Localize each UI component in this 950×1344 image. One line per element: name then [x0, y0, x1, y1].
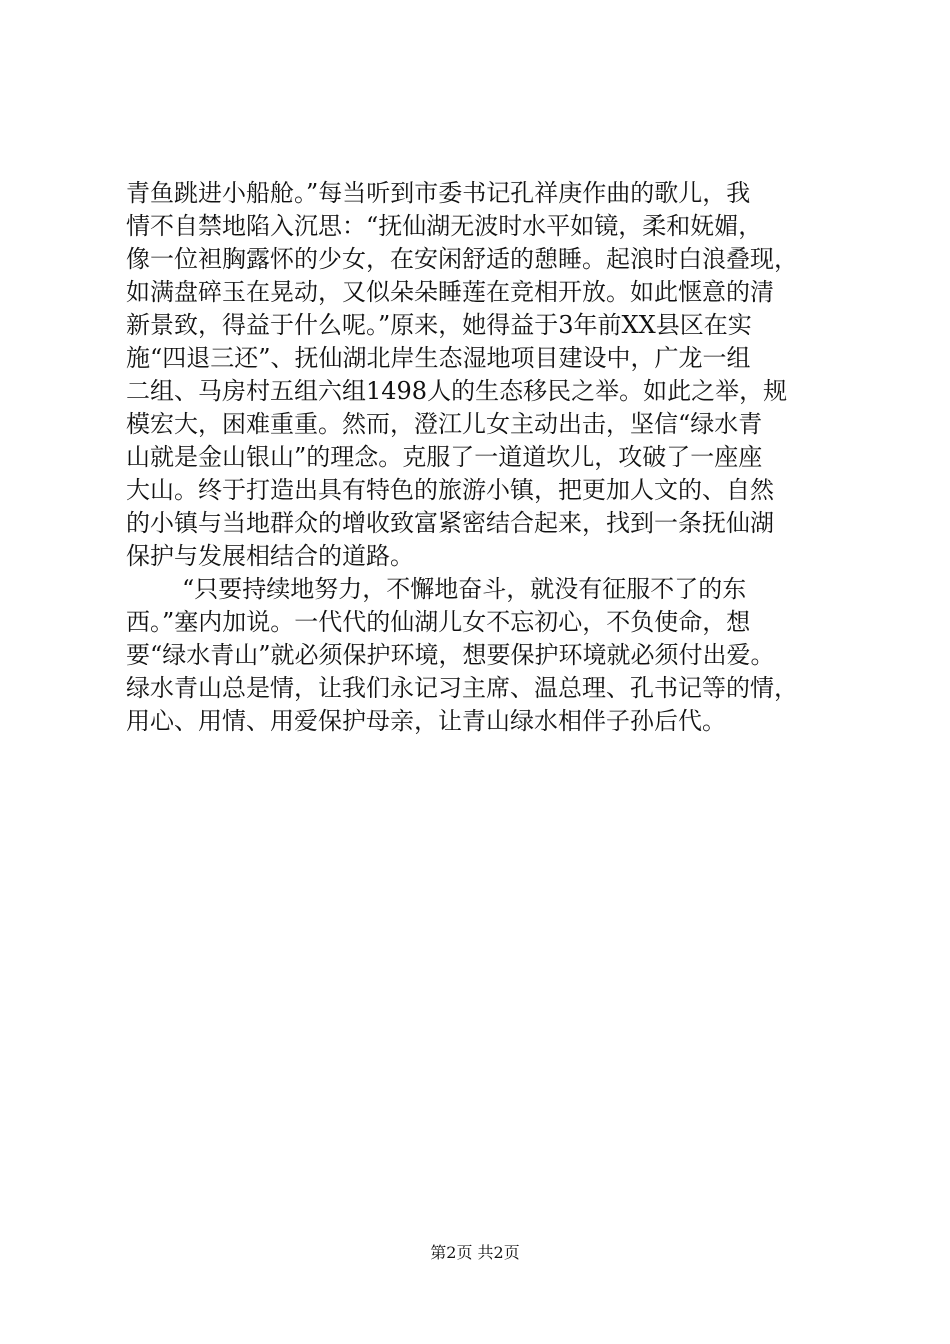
text-line: 情不自禁地陷入沉思：“抚仙湖无波时水平如镜，柔和妩媚，	[126, 212, 763, 240]
text-line: 大山。终于打造出具有特色的旅游小镇，把更加人文的、自然	[126, 476, 774, 504]
text-line: 西。”塞内加说。一代代的仙湖儿女不忘初心，不负使命，想	[126, 608, 751, 636]
text-line: 青鱼跳进小船舱。”每当听到市委书记孔祥庚作曲的歌儿，我	[126, 179, 751, 207]
text-line: 要“绿水青山”就必须保护环境，想要保护环境就必须付出爱。	[126, 641, 775, 669]
text-line: 二组、马房村五组六组1498人的生态移民之举。如此之举，规	[126, 377, 788, 405]
text-line: 施“四退三还”、抚仙湖北岸生态湿地项目建设中，广龙一组	[126, 344, 751, 372]
text-line: 用心、用情、用爱保护母亲，让青山绿水相伴子孙后代。	[126, 707, 726, 735]
text-line: “只要持续地努力，不懈地奋斗，就没有征服不了的东	[182, 575, 747, 603]
text-line: 的小镇与当地群众的增收致富紧密结合起来，找到一条抚仙湖	[126, 509, 774, 537]
text-line: 新景致，得益于什么呢。”原来，她得益于3年前XX县区在实	[126, 311, 752, 339]
text-line: 保护与发展相结合的道路。	[126, 542, 414, 570]
text-line: 山就是金山银山”的理念。克服了一道道坎儿，攻破了一座座	[126, 443, 763, 471]
body-text	[126, 177, 826, 738]
page-number-footer: 第2页 共2页	[430, 1243, 520, 1262]
text-line: 模宏大，困难重重。然而，澄江儿女主动出击，坚信“绿水青	[126, 410, 763, 438]
text-line: 绿水青山总是情，让我们永记习主席、温总理、孔书记等的情，	[126, 674, 798, 702]
text-line: 如满盘碎玉在晃动，又似朵朵睡莲在竞相开放。如此惬意的清	[126, 278, 774, 306]
text-line: 像一位袒胸露怀的少女，在安闲舒适的憩睡。起浪时白浪叠现，	[126, 245, 798, 273]
